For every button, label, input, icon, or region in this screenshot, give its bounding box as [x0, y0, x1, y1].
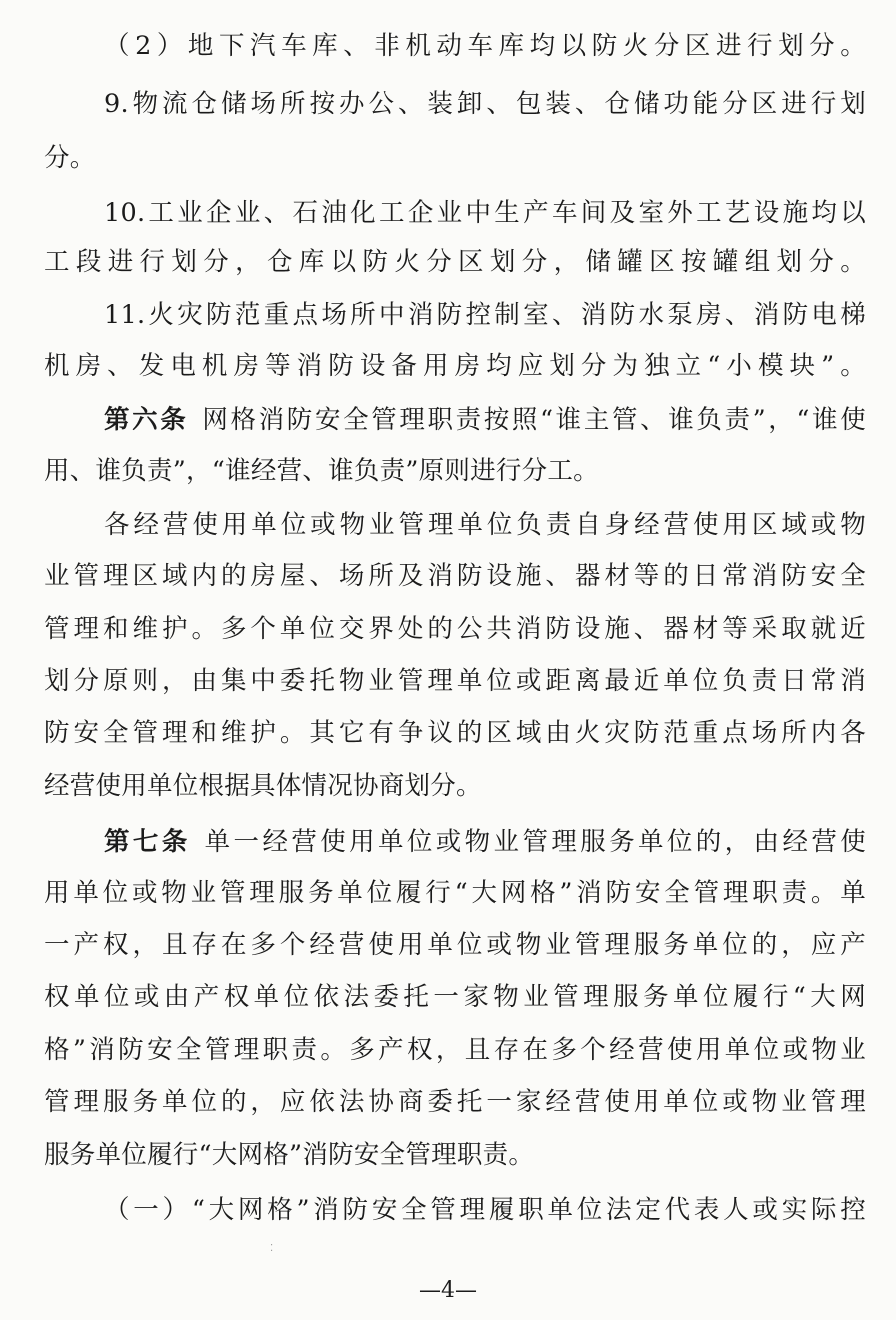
text-line: 工段进行划分，仓库以防火分区划分，储罐区按罐组划分。 — [44, 247, 866, 277]
text-line: （2）地下汽车库、非机动车库均以防火分区进行划分。 — [104, 31, 866, 61]
text-line: 经营使用单位根据具体情况协商划分。 — [44, 771, 482, 801]
text-line: 网格消防安全管理职责按照“谁主管、谁负责”，“谁使 — [202, 405, 866, 435]
text-line: 用、谁负责”，“谁经营、谁负责”原则进行分工。 — [44, 456, 599, 486]
text-line: 11.火灾防范重点场所中消防控制室、消防水泵房、消防电梯 — [104, 300, 866, 330]
text-line: 单一经营使用单位或物业管理服务单位的，由经营使 — [204, 827, 866, 857]
article-six-line — [104, 400, 866, 440]
text-line: 9.物流仓储场所按办公、装卸、包装、仓储功能分区进行划 — [104, 89, 866, 119]
text-line: 分。 — [44, 143, 96, 173]
text-line: 用单位或物业管理服务单位履行“大网格”消防安全管理职责。单 — [44, 878, 866, 908]
text-line: （一）“大网格”消防安全管理履职单位法定代表人或实际控 — [104, 1195, 866, 1225]
text-line: 业管理区域内的房屋、场所及消防设施、器材等的日常消防安全 — [44, 561, 866, 591]
text-line: 一产权，且存在多个经营使用单位或物业管理服务单位的，应产 — [44, 930, 866, 960]
text-line: 划分原则，由集中委托物业管理单位或距离最近单位负责日常消 — [44, 666, 866, 696]
text-line: 机房、发电机房等消防设备用房均应划分为独立“小模块”。 — [44, 351, 866, 381]
text-line: 管理和维护。多个单位交界处的公共消防设施、器材等采取就近 — [44, 614, 866, 644]
scan-speck-icon: ⁚ — [270, 1243, 274, 1254]
article-six-label: 第六条 — [104, 405, 189, 435]
text-line: 服务单位履行“大网格”消防安全管理职责。 — [44, 1140, 535, 1170]
text-line: 10.工业企业、石油化工企业中生产车间及室外工艺设施均以 — [104, 198, 866, 228]
article-seven-label: 第七条 — [104, 827, 191, 857]
text-line: 权单位或由产权单位依法委托一家物业管理服务单位履行“大网 — [44, 982, 866, 1012]
text-line: 各经营使用单位或物业管理单位负责自身经营使用区域或物 — [104, 510, 866, 540]
text-line: 管理服务单位的，应依法协商委托一家经营使用单位或物业管理 — [44, 1087, 866, 1117]
text-line: 防安全管理和维护。其它有争议的区域由火灾防范重点场所内各 — [44, 718, 866, 748]
page-number: —4— — [419, 1278, 477, 1303]
article-seven-line — [104, 822, 866, 862]
text-line: 格”消防安全管理职责。多产权，且存在多个经营使用单位或物业 — [44, 1035, 866, 1065]
